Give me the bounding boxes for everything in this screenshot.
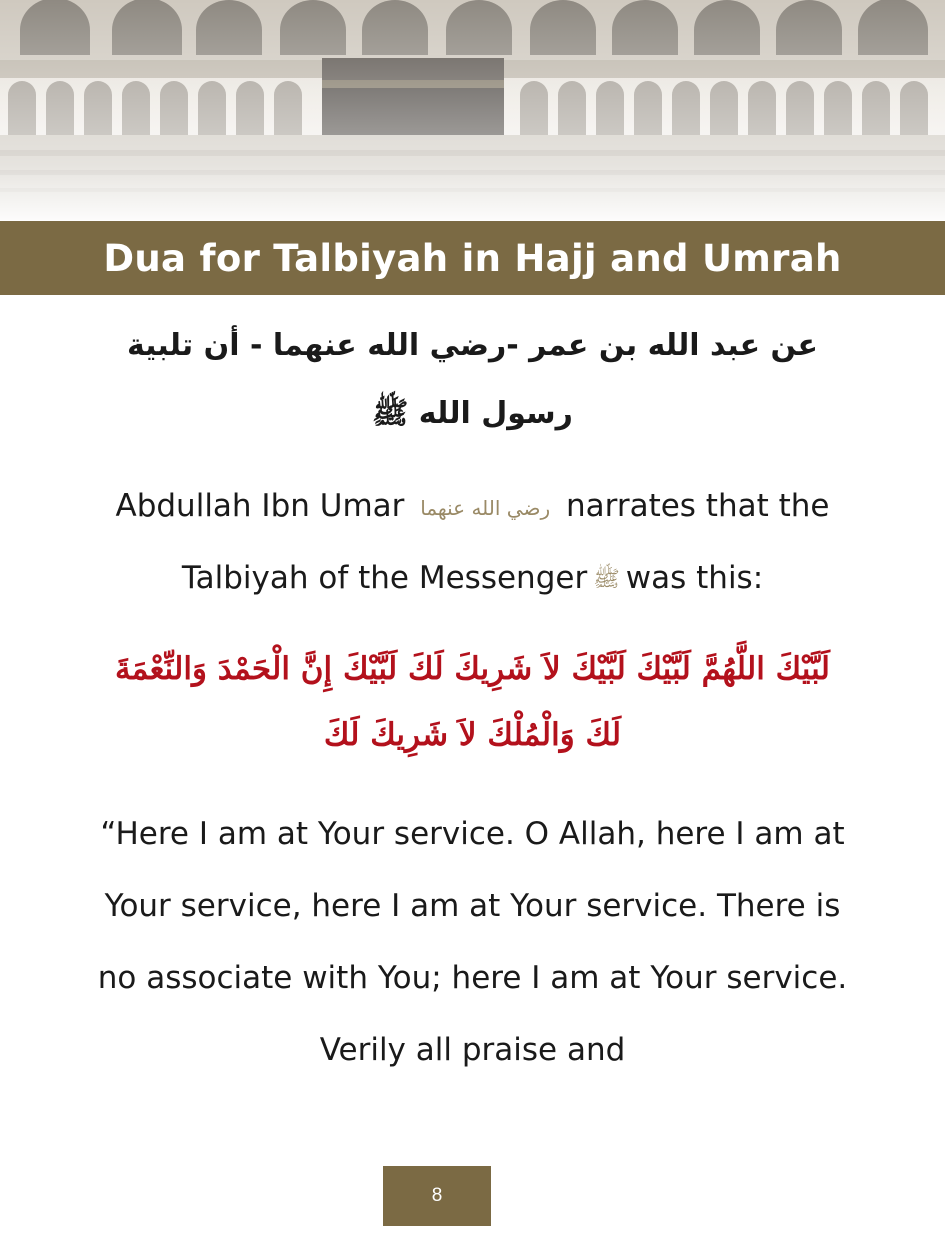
page-number: 8 [383, 1166, 491, 1226]
narration-text-3: Talbiyah of the Messenger [181, 560, 588, 596]
honorific-prophet-icon: ﷺ [593, 566, 620, 592]
narration-text-1: Abdullah Ibn Umar [115, 488, 405, 524]
narration-text-4: was this: [625, 560, 764, 596]
arabic-narration: عن عبد الله بن عمر -رضي الله عنهما - أن تلبية رسول الله ﷺ [126, 328, 819, 431]
main-content [95, 312, 850, 1086]
narration-text-2: narrates that the [565, 488, 830, 524]
header-illustration [0, 0, 945, 220]
narration-english [95, 470, 850, 614]
page-title: Dua for Talbiyah in Hajj and Umrah [103, 236, 842, 280]
arabic-dua: لَبَّيْكَ اللَّهُمَّ لَبَّيْكَ لَبَّيْكَ لاَ شَرِيكَ لَكَ لَبَّيْكَ إِنَّ الْحَمْدَ وَالنِّعْمَةَ لَكَ وَالْمُلْكَ لاَ شَرِيكَ لَكَ [115, 651, 830, 753]
title-banner [0, 221, 945, 295]
translation-text: “Here I am at Your service. O Allah, here I am at Your service, here I am at Your service. There is no associate with You; here I am at Your service. Verily all praise and [97, 816, 848, 1068]
honorific-companion-icon: رضي الله عنهما [420, 495, 551, 520]
